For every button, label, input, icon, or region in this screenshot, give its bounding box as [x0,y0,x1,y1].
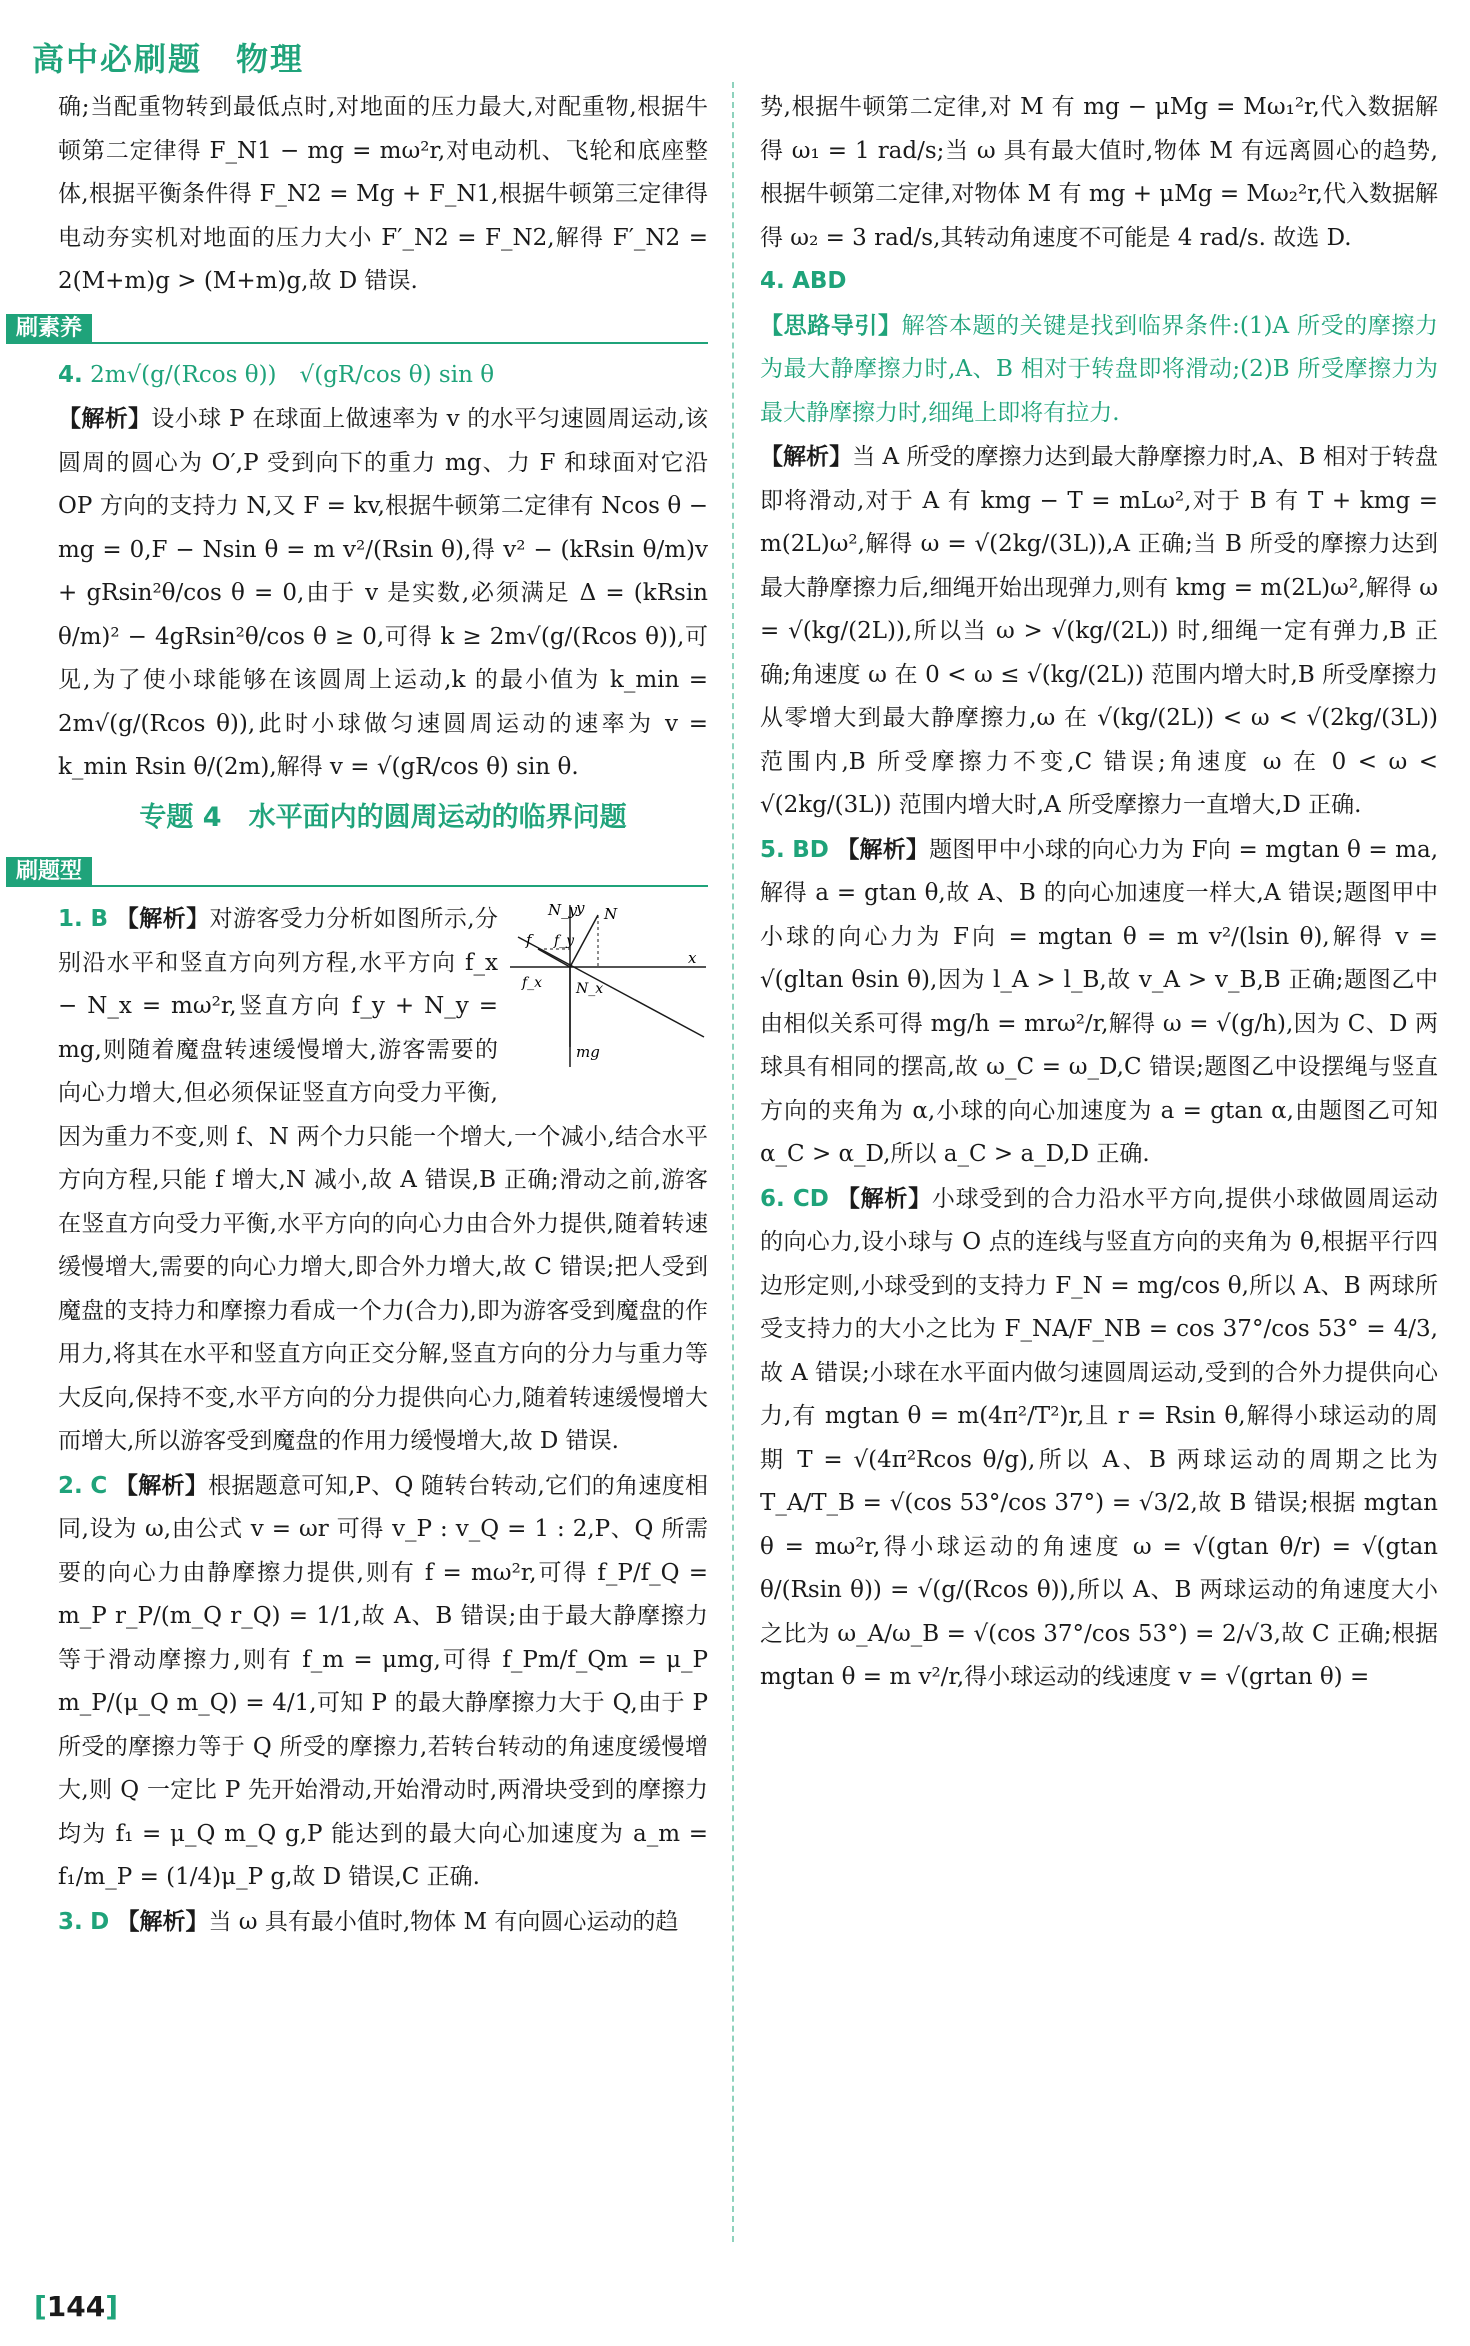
label-ny: N_y [548,901,578,919]
section-banner-rule [16,847,708,887]
label-fx: f_x [522,975,543,991]
question-number: 3. [58,1908,83,1935]
column-divider [732,82,734,2242]
bracket-icon: [ [34,2290,47,2323]
question-answer: 2m√(g/(Rcos θ)) √(gR/cos θ) sin θ [90,361,495,388]
analysis-tag: 【解析】 [114,1471,209,1499]
question-answer: CD [792,1185,829,1212]
question-answer: ABD [792,268,847,294]
analysis-tag: 【解析】 [115,905,210,932]
solution-text: 当 ω 具有最小值时,物体 M 有向圆心运动的趋 [208,1908,679,1935]
question-5-solution [760,828,1438,1177]
solution-text: 对游客受力分析如图所示,分别沿水平和竖直方向列方程,水平方向 f_x − N_x = mω²r,竖直方向 f_y + N_y = mg,则随着魔盘转速缓慢增大,游客需要的向心力增大,但必须保证竖直方向受力平衡,因为重力不变,则 f、N 两个力只能一个增大,一个减小,结合水平方向方程,只能 f 增大,N 减小,故 A 错误,B 正确;滑动之前,游客在竖直方向受力平衡,水平方向的向心力由合外力提供,随着转速缓慢增大,需要的向心力增大,即合外力增大,故 C 错误;把人受到魔盘的支持力和摩擦力看成一个力(合力),即为游客受到魔盘的作用力,将其在水平和竖直方向正交分解,竖直方向的分力与重力等大反向,保持不变,水平方向的分力提供向心力,随着转速缓慢增大而增大,所以游客受到魔盘的作用力缓慢增大,故 D 错误. [58,906,708,1454]
thinking-guide-tag: 【思路导引】 [760,311,902,339]
section-banner-question-types: 刷题型 [6,857,92,887]
right-column [760,86,1438,1700]
question-answer: C [90,1472,108,1499]
label-f: f [526,931,532,949]
analysis-tag: 【解析】 [116,1907,209,1935]
bracket-icon: ] [105,2290,119,2323]
question-answer: B [90,906,109,932]
question-number: 1. [58,906,83,932]
question-number: 4. [58,361,83,388]
force-diagram [508,897,708,1077]
question-2-solution [58,1464,708,1900]
page-number [34,2290,118,2323]
page-number-text: 144 [46,2290,106,2323]
force-diagram-svg [508,897,708,1077]
topic-title: 专题 4 水平面内的圆周运动的临界问题 [139,801,627,833]
left-column [16,86,709,1944]
analysis-tag: 【解析】 [836,1184,932,1212]
question-4-answer-line [760,260,1438,304]
analysis-tag: 【解析】 [58,405,152,432]
label-y: y [576,899,585,917]
section-banner-rule [16,304,708,344]
right-continuation-paragraph: 势,根据牛顿第二定律,对 M 有 mg − μMg = Mω₁²r,代入数据解得 ω₁ = 1 rad/s;当 ω 具有最大值时,物体 M 有远离圆心的趋势,根据牛顿第二定律,对物体 M 有 mg + μMg = Mω₂²r,代入数据解得 ω₂ = 3 rad/s,其转动角速度不可能是 4 rad/s. 故选 D. [760,94,1438,251]
left-continuation-paragraph: 确;当配重物转到最低点时,对地面的压力最大,对配重物,根据牛顿第二定律得 F_N1 − mg = mω²r,对电动机、飞轮和底座整体,根据平衡条件得 F_N2 = Mg + F_N1,根据牛顿第三定律得电动夯实机对地面的压力大小 F′_N2 = F_N2,解得 F′_N2 = 2(M+m)g > (M+m)g,故 D 错误. [58,94,708,294]
solution-text: 小球受到的合力沿水平方向,提供小球做圆周运动的向心力,设小球与 O 点的连线与竖直方向的夹角为 θ,根据平行四边形定则,小球受到的支持力 F_N = mg/cos θ,所以 A、B 两球所受支持力的大小之比为 F_NA/F_NB = cos 37°/cos 53° = 4/3,故 A 错误;小球在水平面内做匀速圆周运动,受到的合外力提供向心力,有 mgtan θ = m(4π²/T²)r,且 r = Rsin θ,解得小球运动的周期 T = √(4π²Rcos θ/g),所以 A、B 两球运动的周期之比为 T_A/T_B = √(cos 53°/cos 37°) = √3/2,故 B 错误;根据 mgtan θ = mω²r,得小球运动的角速度 ω = √(gtan θ/r) = √(gtan θ/(Rsin θ)) = √(g/(Rcos θ)),所以 A、B 两球运动的角速度大小之比为 ω_A/ω_B = √(cos 37°/cos 53°) = 2/√3,故 C 正确;根据 mgtan θ = m v²/r,得小球运动的线速度 v = √(grtan θ) = [760,1185,1439,1690]
analysis-tag: 【解析】 [836,835,930,863]
question-3-solution [58,1900,708,1945]
page-header: 高中必刷题 物理 [32,40,305,78]
label-mg: mg [576,1043,600,1061]
question-answer: D [90,1908,110,1935]
normal-force-arrow [570,915,598,967]
question-number: 4. [760,268,785,294]
question-4-solution [760,435,1438,828]
solution-text: 根据题意可知,P、Q 随转台转动,它们的角速度相同,设为 ω,由公式 v = ωr 可得 v_P : v_Q = 1 : 2,P、Q 所需要的向心力由静摩擦力提供,则有 f = mω²r,可得 f_P/f_Q = m_P r_P/(m_Q r_Q) = 1/1,故 A、B 错误;由于最大静摩擦力等于滑动摩擦力,则有 f_m = μmg,可得 f_Pm/f_Qm = μ_P m_P/(μ_Q m_Q) = 4/1,可知 P 的最大静摩擦力大于 Q,由于 P 所受的摩擦力等于 Q 所受的摩擦力,若转台转动的角速度缓慢增大,则 Q 一定比 P 先开始滑动,开始滑动时,两滑块受到的摩擦力均为 f₁ = μ_Q m_Q g,P 能达到的最大向心加速度为 a_m = f₁/m_P = (1/4)μ_P g,故 D 错误,C 正确. [58,1472,709,1890]
incline-line [518,937,704,1037]
analysis-tag: 【解析】 [760,443,853,470]
thinking-guide-text: 解答本题的关键是找到临界条件:(1)A 所受的摩擦力为最大静摩擦力时,A、B 相对于转盘即将滑动;(2)B 所受摩擦力为最大静摩擦力时,细绳上即将有拉力. [760,312,1439,426]
label-nx: N_x [576,981,604,997]
question-answer: BD [792,836,829,863]
question-number: 6. [760,1185,785,1212]
question-6-solution [760,1177,1438,1700]
question-number: 2. [58,1472,83,1499]
label-fy: f_y [554,933,575,949]
question-number: 5. [760,836,785,863]
thinking-guide [760,304,1438,436]
label-n: N [604,905,618,923]
solution-text: 当 A 所受的摩擦力达到最大静摩擦力时,A、B 相对于转盘即将滑动,对于 A 有 kmg − T = mLω²,对于 B 有 T + kmg = m(2L)ω²,解得 ω = √(2kg/(3L)),A 正确;当 B 所受的摩擦力达到最大静摩擦力后,细绳开始出现弹力,则有 kmg = m(2L)ω²,解得 ω = √(kg/(2L)),所以当 ω > √(kg/(2L)) 时,细绳一定有弹力,B 正确;角速度 ω 在 0 < ω ≤ √(kg/(2L)) 范围内增大时,B 所受摩擦力从零增大到最大静摩擦力,ω 在 √(kg/(2L)) < ω < √(2kg/(3L)) 范围内,B 所受摩擦力不变,C 错误;角速度 ω 在 0 < ω < √(2kg/(3L)) 范围内增大时,A 所受摩擦力一直增大,D 正确. [760,444,1438,818]
solution-text: 设小球 P 在球面上做速率为 v 的水平匀速圆周运动,该圆周的圆心为 O′,P 受到向下的重力 mg、力 F 和球面对它沿 OP 方向的支持力 N,又 F = kv,根据牛顿第二定律有 Ncos θ − mg = 0,F − Nsin θ = m v²/(Rsin θ),得 v² − (kRsin θ/m)v + gRsin²θ/cos θ = 0,由于 v 是实数,必须满足 Δ = (kRsin θ/m)² − 4gRsin²θ/cos θ ≥ 0,可得 k ≥ 2m√(g/(Rcos θ)),可见,为了使小球能够在该圆周上运动,k 的最小值为 k_min = 2m√(g/(Rcos θ)),此时小球做匀速圆周运动的速率为 v = k_min Rsin θ/(2m),解得 v = √(gR/cos θ) sin θ. [58,406,708,780]
label-x: x [688,949,697,967]
solution-text: 题图甲中小球的向心力为 F向 = mgtan θ = ma,解得 a = gtan θ,故 A、B 的向心加速度一样大,A 错误;题图甲中小球的向心力为 F向 = mgtan θ = m v²/(lsin θ),解得 v = √(gltan θsin θ),因为 l_A > l_B,故 v_A > v_B,B 正确;题图乙中由相似关系可得 mg/h = mrω²/r,解得 ω = √(g/h),因为 C、D 两球具有相同的摆高,故 ω_C = ω_D,C 错误;题图乙中设摆绳与竖直方向的夹角为 α,小球的向心加速度为 a = gtan α,由题图乙可知 α_C > α_D,所以 a_C > a_D,D 正确. [760,836,1439,1167]
question-4-solution [58,397,708,790]
question-4-answer-line [58,354,708,398]
friction-arrow [538,949,570,967]
section-banner-literacy: 刷素养 [6,314,92,344]
